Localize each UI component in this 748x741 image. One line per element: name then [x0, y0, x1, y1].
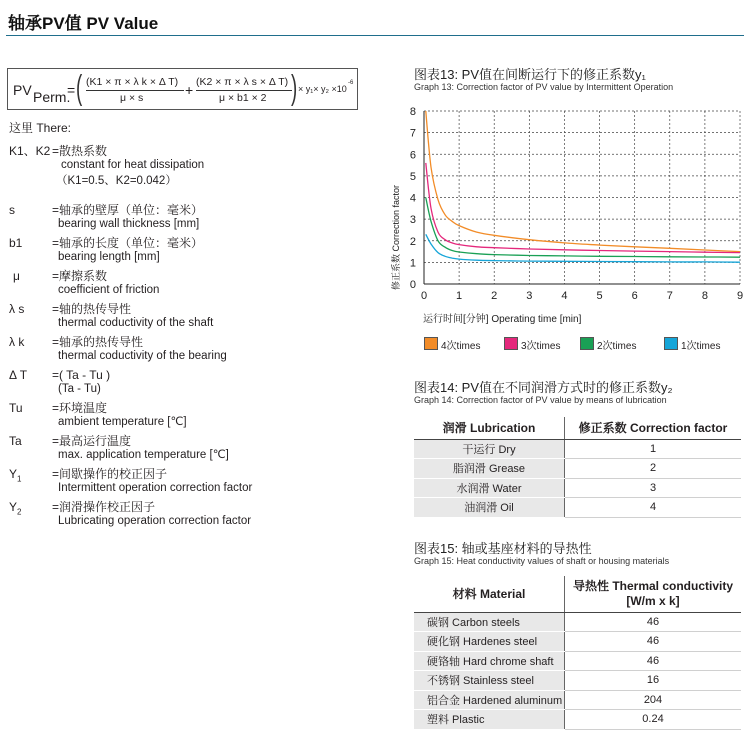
formula-close-paren: )	[291, 69, 298, 107]
material-cell: 硬铬轴 Hard chrome shaft	[414, 651, 565, 671]
definition-symbol: s	[9, 203, 15, 217]
definition-en: Intermittent operation correction factor	[58, 482, 253, 494]
formula-open-paren: (	[76, 69, 83, 107]
y-tick-label: 8	[409, 106, 416, 118]
definition-symbol: μ	[13, 269, 20, 283]
graph15-title-en: Graph 15: Heat conductivity values of shaft or housing materials	[414, 556, 670, 566]
table-row	[414, 439, 741, 459]
chart-series	[426, 111, 740, 262]
formula-equals: =	[67, 82, 76, 98]
definition-symbol: Δ T	[9, 368, 28, 382]
lubrication-cell: 油润滑 Oil	[414, 498, 565, 518]
definition-cn: =轴承的长度（单位：毫米）	[52, 236, 204, 250]
lubrication-cell: 脂润滑 Grease	[414, 459, 565, 479]
series-line-1-times	[426, 234, 740, 262]
correction-factor-chart	[385, 100, 748, 330]
y-tick-label: 0	[409, 279, 416, 291]
x-tick-label: 7	[666, 290, 673, 302]
definition-cn: =( Ta - Tu )	[52, 368, 111, 382]
definition-cn: =间歇操作的校正因子	[52, 467, 168, 481]
x-tick-label: 0	[420, 290, 428, 302]
table-row	[414, 459, 741, 479]
definition-symbol-subscript: 1	[17, 474, 22, 484]
table-row	[414, 651, 741, 671]
lubrication-cell: 干运行 Dry	[414, 439, 565, 459]
formula-plus: +	[185, 82, 194, 98]
table-row	[414, 612, 741, 632]
thermal-conductivity-unit: [W/m x k]	[626, 593, 680, 608]
formula-denominator-1: μ × s	[120, 92, 144, 104]
factor-cell: 2	[565, 459, 742, 479]
material-cell: 不锈钢 Stainless steel	[414, 671, 565, 691]
legend-swatch	[504, 337, 518, 350]
definition-cn: =散热系数	[52, 144, 108, 158]
y-tick-label: 5	[409, 170, 416, 183]
definition-symbol: Ta	[9, 434, 22, 448]
material-cell: 塑料 Plastic	[414, 710, 565, 730]
x-tick-label: 4	[561, 290, 568, 302]
y-tick-label: 7	[409, 127, 416, 140]
lubrication-cell: 水润滑 Water	[414, 478, 565, 498]
graph13-title-cn: 图表13: PV值在间断运行下的修正系数y₁	[414, 67, 646, 82]
definition-cn: =轴的热传导性	[52, 302, 132, 316]
title-divider	[6, 35, 744, 36]
definition-cn: =摩擦系数	[52, 269, 108, 283]
graph15-title-cn: 图表15: 轴或基座材料的导热性	[414, 541, 592, 556]
table-row	[414, 710, 741, 730]
formula-tail-exponent: -6	[348, 80, 354, 86]
legend-label: 2次times	[597, 341, 637, 352]
formula-lhs-subscript: Perm.	[33, 89, 71, 105]
formula-fraction-line-2	[196, 90, 292, 91]
graph13-title-en: Graph 13: Correction factor of PV value by Intermittent Operation	[414, 82, 674, 92]
legend-label: 1次times	[681, 341, 721, 352]
legend-label: 3次times	[521, 341, 561, 352]
definition-en: (Ta - Tu)	[58, 383, 101, 395]
y-tick-label: 6	[409, 149, 416, 162]
column-header-correction-factor: 修正系数 Correction factor	[565, 417, 742, 439]
definition-en: constant for heat dissipation	[61, 159, 205, 171]
lubrication-table	[414, 417, 741, 518]
series-line-4-times	[426, 111, 740, 252]
conductivity-cell: 204	[565, 690, 742, 710]
chart-axes	[410, 106, 743, 302]
legend-swatch	[580, 337, 594, 350]
formula-denominator-2: μ × b1 × 2	[219, 92, 267, 104]
definition-en: thermal coductivity of the shaft	[58, 317, 214, 329]
y-tick-label: 2	[409, 235, 416, 248]
x-tick-label: 9	[736, 290, 744, 302]
definition-en: coefficient of friction	[58, 284, 160, 296]
definition-extra: （K1=0.5、K2=0.042）	[56, 175, 177, 187]
definition-symbol: b1	[9, 236, 23, 250]
table-row	[414, 632, 741, 652]
definition-en: ambient temperature [℃]	[58, 416, 187, 428]
series-line-3-times	[426, 163, 740, 253]
conductivity-cell: 16	[565, 671, 742, 691]
definition-cn: =最高运行温度	[52, 434, 132, 448]
x-tick-label: 6	[631, 290, 638, 302]
chart-x-axis-label: 运行时间[分钟] Operating time [min]	[423, 314, 582, 325]
definition-cn: =环境温度	[52, 401, 108, 415]
definition-symbol: λ s	[9, 302, 25, 316]
x-tick-label: 3	[526, 290, 533, 302]
page-title: 轴承PV值 PV Value	[8, 14, 159, 33]
x-tick-label: 8	[701, 290, 708, 302]
series-line-2-times	[426, 198, 740, 258]
y-tick-label: 1	[409, 257, 416, 270]
column-header-material: 材料 Material	[414, 576, 565, 612]
definition-cn: =轴承的热传导性	[52, 335, 144, 349]
formula-fraction-line-1	[86, 90, 184, 91]
formula-numerator-1: (K1 × π × λ k × Δ T)	[86, 76, 179, 88]
formula-lhs: PV	[13, 82, 32, 98]
conductivity-cell: 46	[565, 651, 742, 671]
definition-symbol: λ k	[9, 335, 25, 349]
thermal-conductivity-label: 导热性 Thermal conductivity	[572, 578, 734, 593]
definition-symbol: Tu	[9, 401, 23, 415]
chart-grid	[424, 111, 740, 284]
material-cell: 碳钢 Carbon steels	[414, 612, 565, 632]
where-label: 这里 There:	[9, 121, 72, 135]
table-row	[414, 690, 741, 710]
definition-cn: =轴承的壁厚（单位：毫米）	[52, 203, 204, 217]
definition-en: bearing wall thickness [mm]	[58, 218, 200, 230]
legend-swatch	[664, 337, 678, 350]
definition-en: bearing length [mm]	[58, 251, 160, 263]
formula-tail: × y₁× y₂ ×10	[298, 84, 347, 94]
factor-cell: 1	[565, 439, 742, 459]
x-tick-label: 1	[456, 290, 463, 302]
conductivity-cell: 46	[565, 632, 742, 652]
definition-symbol-subscript: 2	[17, 507, 22, 517]
material-cell: 铝合金 Hardened aluminum	[414, 690, 565, 710]
definition-symbol: $Y_1$	[9, 467, 22, 484]
chart-y-axis-label: 修正系数 Correction factor	[391, 184, 401, 290]
conductivity-cell: 46	[565, 612, 742, 632]
factor-cell: 4	[565, 498, 742, 518]
table-row	[414, 671, 741, 691]
y-tick-label: 3	[409, 214, 416, 227]
definition-en: max. application temperature [℃]	[58, 449, 229, 461]
thermal-conductivity-table	[414, 576, 741, 730]
legend-label: 4次times	[441, 341, 481, 352]
x-tick-label: 2	[491, 290, 498, 302]
graph14-title-cn: 图表14: PV值在不同润滑方式时的修正系数y₂	[414, 380, 673, 395]
definition-symbol: $Y_2$	[9, 500, 22, 517]
factor-cell: 3	[565, 478, 742, 498]
material-cell: 硬化钢 Hardenes steel	[414, 632, 565, 652]
table-row	[414, 498, 741, 518]
definition-en: Lubricating operation correction factor	[58, 515, 252, 527]
x-tick-label: 5	[596, 290, 603, 302]
definition-cn: =润滑操作校正因子	[52, 500, 156, 514]
legend-swatch	[424, 337, 438, 350]
pv-formula	[7, 68, 358, 110]
y-tick-label: 4	[409, 192, 416, 205]
column-header-lubrication: 润滑 Lubrication	[414, 417, 565, 439]
graph14-title-en: Graph 14: Correction factor of PV value by means of lubrication	[414, 395, 667, 405]
conductivity-cell: 0.24	[565, 710, 742, 730]
definition-en: thermal coductivity of the bearing	[58, 350, 227, 362]
table-row	[414, 478, 741, 498]
formula-numerator-2: (K2 × π × λ s × Δ T)	[196, 76, 289, 88]
column-header-thermal-conductivity	[565, 576, 742, 612]
definition-symbol: K1、K2	[9, 144, 51, 158]
